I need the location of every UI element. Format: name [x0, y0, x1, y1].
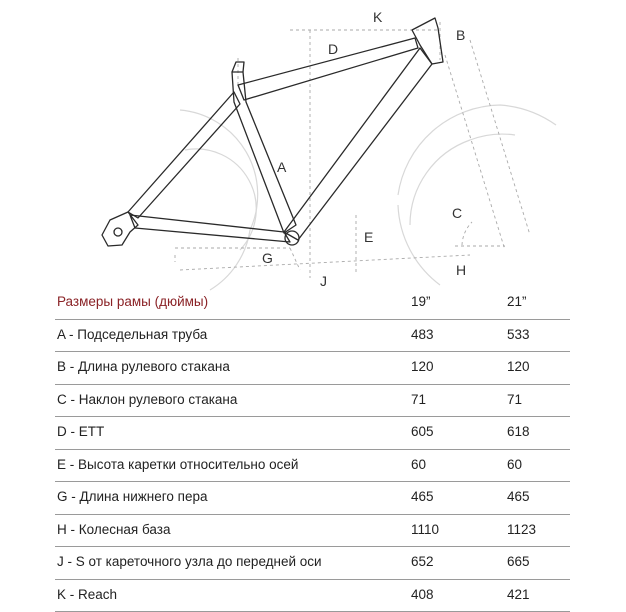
dim-label-c: C — [452, 205, 462, 221]
table-row — [55, 547, 570, 580]
dim-label-h: H — [456, 262, 466, 278]
row-value-19: 71 — [411, 392, 426, 408]
table-title: Размеры рамы (дюймы) — [57, 294, 208, 310]
row-value-19: 60 — [411, 457, 426, 473]
table-row — [55, 515, 570, 548]
dim-label-k: K — [373, 9, 383, 25]
row-value-19: 408 — [411, 587, 434, 603]
row-value-19: 120 — [411, 359, 434, 375]
size-19-header: 19” — [411, 294, 431, 310]
table-row — [55, 385, 570, 418]
front-wheel — [398, 105, 556, 285]
bike-frame — [102, 18, 443, 246]
rear-wheel — [180, 110, 258, 290]
table-row — [55, 580, 570, 612]
table-header — [55, 287, 570, 320]
row-name: K - Reach — [57, 587, 117, 603]
row-name: C - Наклон рулевого стакана — [57, 392, 237, 408]
frame-geometry-diagram — [0, 0, 626, 292]
row-name: E - Высота каретки относительно осей — [57, 457, 298, 473]
table-row — [55, 352, 570, 385]
table-row — [55, 482, 570, 515]
size-21-header: 21” — [507, 294, 527, 310]
geometry-table — [55, 287, 570, 612]
row-value-21: 665 — [507, 554, 530, 570]
row-value-21: 1123 — [507, 522, 536, 538]
table-row — [55, 450, 570, 483]
row-value-19: 465 — [411, 489, 434, 505]
dim-label-d: D — [328, 41, 338, 57]
row-value-19: 652 — [411, 554, 434, 570]
row-name: A - Подседельная труба — [57, 327, 207, 343]
dim-label-j: J — [320, 273, 327, 289]
row-name: D - ETT — [57, 424, 104, 440]
row-value-19: 605 — [411, 424, 434, 440]
row-value-19: 483 — [411, 327, 434, 343]
row-value-19: 1110 — [411, 522, 439, 538]
row-value-21: 533 — [507, 327, 530, 343]
row-name: H - Колесная база — [57, 522, 170, 538]
row-value-21: 60 — [507, 457, 522, 473]
dim-label-g: G — [262, 250, 273, 266]
table-row — [55, 320, 570, 353]
dimension-lines — [175, 22, 530, 278]
row-value-21: 71 — [507, 392, 522, 408]
table-row — [55, 417, 570, 450]
row-name: G - Длина нижнего пера — [57, 489, 207, 505]
dim-label-e: E — [364, 229, 373, 245]
row-value-21: 465 — [507, 489, 530, 505]
row-value-21: 618 — [507, 424, 530, 440]
dim-label-b: B — [456, 27, 465, 43]
row-name: B - Длина рулевого стакана — [57, 359, 230, 375]
row-name: J - S от кареточного узла до передней оси — [57, 554, 322, 570]
row-value-21: 120 — [507, 359, 530, 375]
dim-label-a: A — [277, 159, 287, 175]
row-value-21: 421 — [507, 587, 530, 603]
